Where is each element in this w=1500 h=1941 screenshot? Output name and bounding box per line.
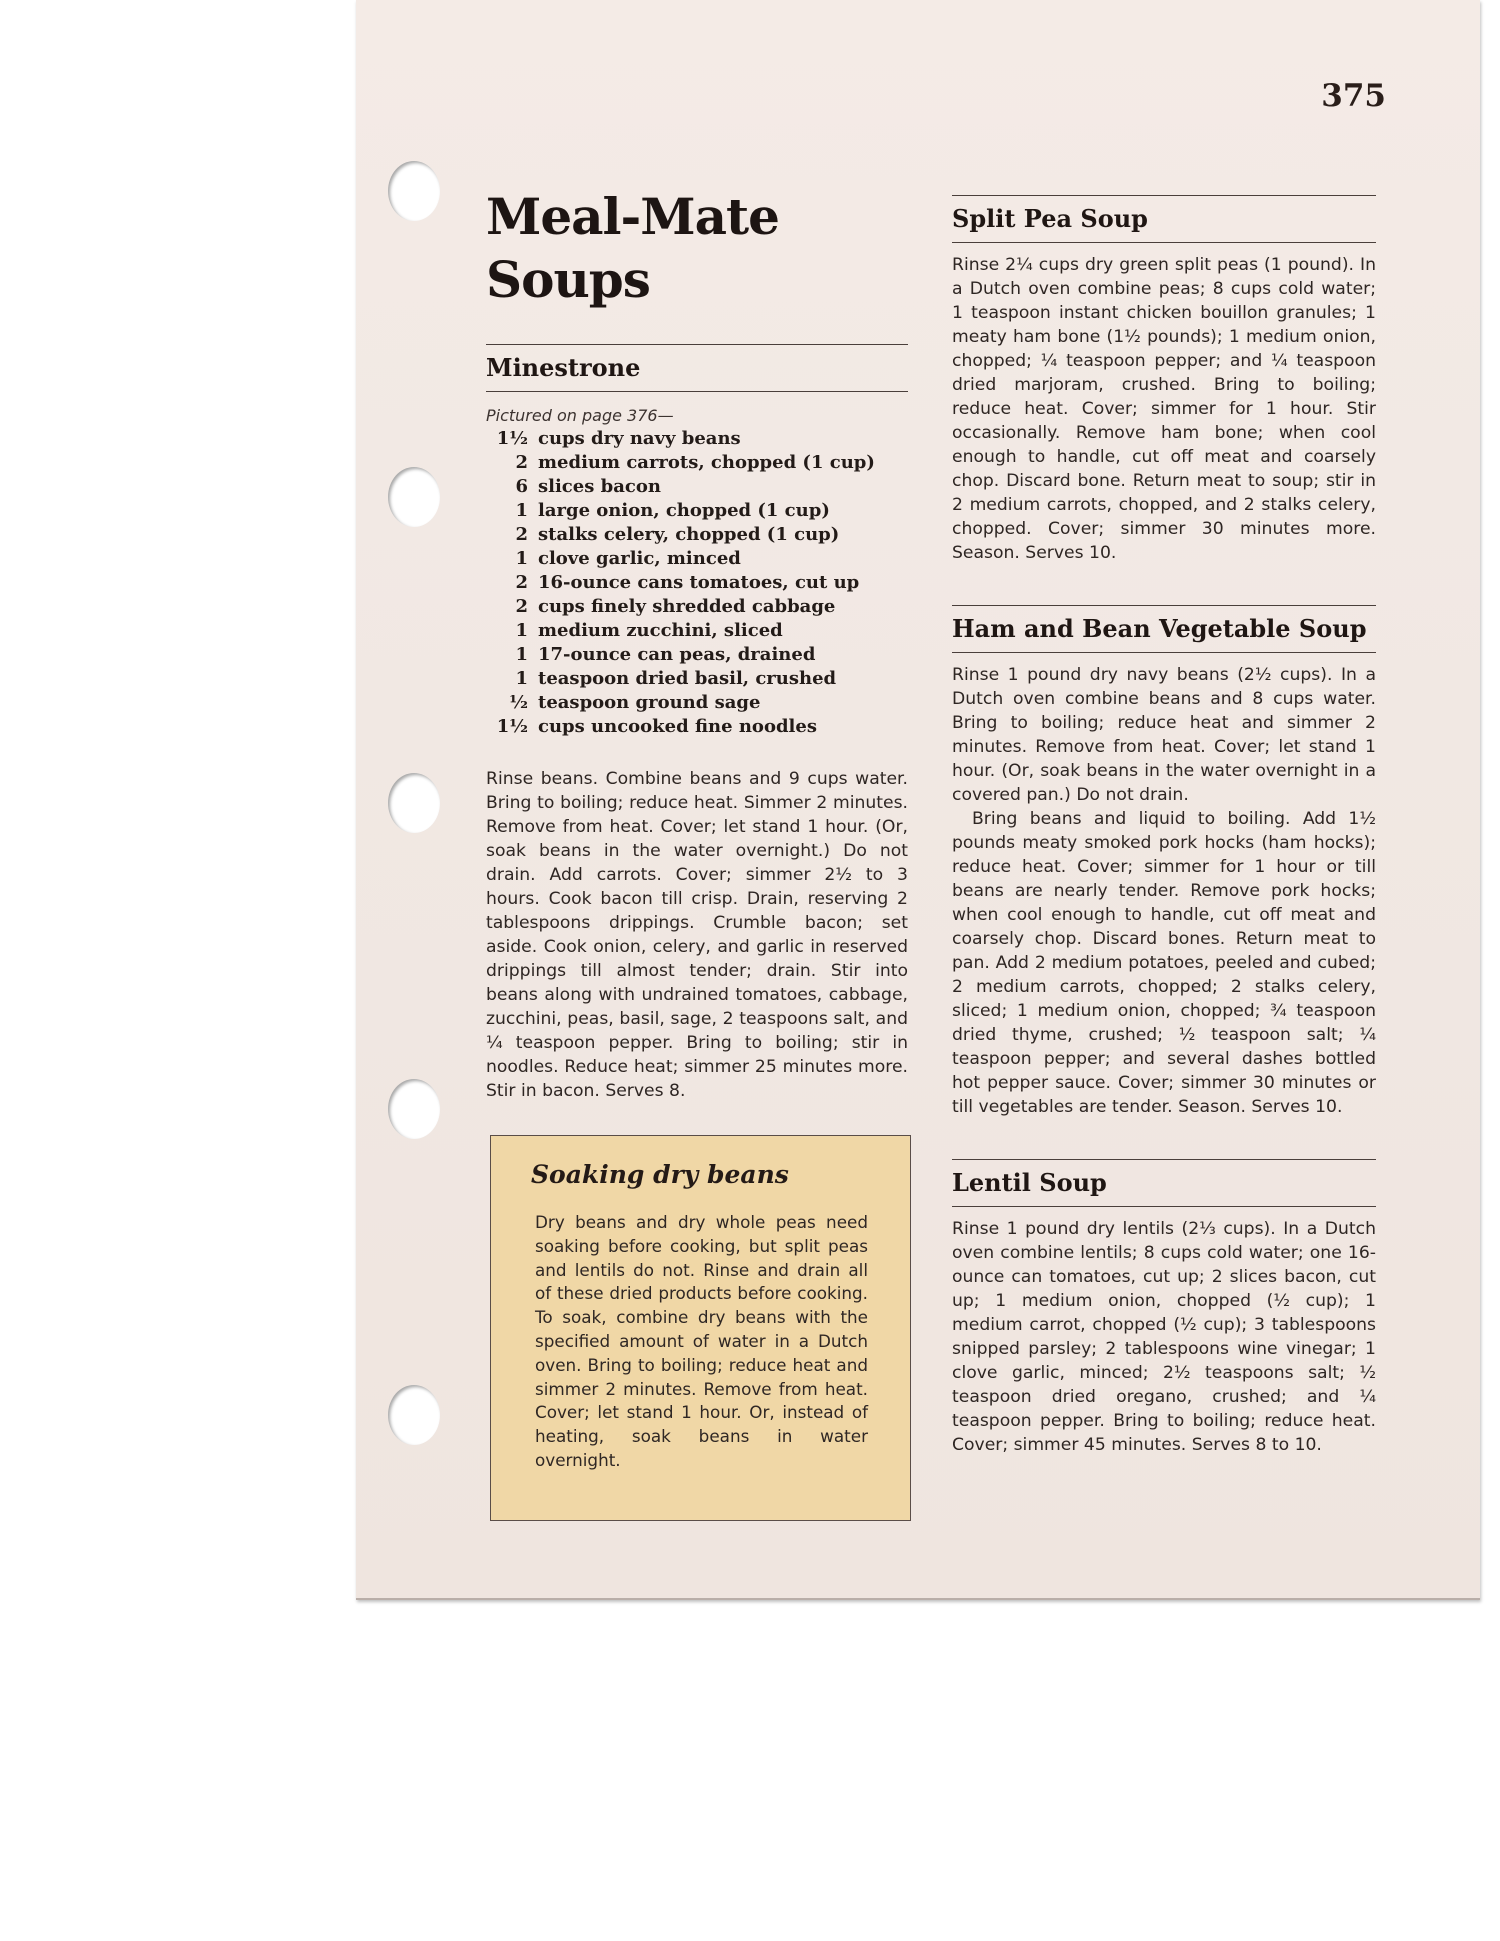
ingredient-item	[486, 571, 908, 595]
ingredient-text: cups dry navy beans	[538, 428, 741, 449]
ingredient-item	[486, 499, 908, 523]
tip-text: Dry beans and dry whole peas need soaking before cooking, but split peas and lentils do not. Rinse and drain all of these dried products before cooking. To soak, combine dry beans with the specified amount of water in a Dutch oven. Bring to boiling; reduce heat and simmer 2 minutes. Remove from heat. Cover; let stand 1 hour. Or, instead of heating, soak beans in water overnight.	[535, 1212, 868, 1470]
ingredient-qty: 1	[515, 668, 528, 689]
ingredient-text: medium zucchini, sliced	[538, 620, 783, 641]
binder-hole-5	[388, 1385, 440, 1445]
ingredient-text: cups uncooked fine noodles	[538, 716, 817, 737]
ingredient-text: 17-ounce can peas, drained	[538, 644, 816, 665]
ingredient-item	[486, 691, 908, 715]
ingredient-item	[486, 595, 908, 619]
tip-box	[490, 1135, 911, 1521]
ingredient-text: cups finely shredded cabbage	[538, 596, 836, 617]
ingredient-qty: 2	[515, 572, 528, 593]
ingredient-qty: 1	[515, 644, 528, 665]
ingredient-qty: 1½	[496, 428, 528, 449]
ingredient-text: teaspoon dried basil, crushed	[538, 668, 837, 689]
ham-bean-directions-2: Bring beans and liquid to boiling. Add 1½ pounds meaty smoked pork hocks (ham hocks); reduce heat. Cover; simmer for 1 hour or till beans are nearly tender. Remove pork hocks; when cool enough to handle, cut off meat and coarsely chop. Discard bones. Return meat to pan. Add 2 medium potatoes, peeled and cubed; 2 medium carrots, chopped; 2 stalks celery, sliced; 1 medium onion, chopped; ¾ teaspoon dried thyme, crushed; ½ teaspoon salt; ¼ teaspoon pepper; and several dashes bottled hot pepper sauce. Cover; simmer 30 minutes or till vegetables are tender. Season. Serves 10.	[952, 809, 1376, 1117]
ingredient-item	[486, 643, 908, 667]
split-pea-title: Split Pea Soup	[952, 204, 1148, 233]
minestrone-directions: Rinse beans. Combine beans and 9 cups water. Bring to boiling; reduce heat. Simmer 2 minutes. Remove from heat. Cover; let stand 1 hour. (Or, soak beans in the water overnight.) Do not drain. Add carrots. Cover; simmer 2½ to 3 hours. Cook bacon till crisp. Drain, reserving 2 tablespoons drippings. Crumble bacon; set aside. Cook onion, celery, and garlic in reserved drippings till almost tender; drain. Stir into beans along with undrained tomatoes, cabbage, zucchini, peas, basil, sage, 2 teaspoons salt, and ¼ teaspoon pepper. Bring to boiling; stir in noodles. Reduce heat; simmer 25 minutes more. Stir in bacon. Serves 8.	[486, 769, 908, 1101]
ingredient-qty: 1	[515, 500, 528, 521]
left-column	[486, 185, 908, 1103]
ingredient-item	[486, 619, 908, 643]
page-title-line-1: Meal-Mate	[486, 187, 779, 246]
ingredient-text: stalks celery, chopped (1 cup)	[538, 524, 840, 545]
ingredient-qty: 2	[515, 452, 528, 473]
ingredient-item	[486, 715, 908, 739]
pictured-note: Pictured on page 376—	[486, 406, 674, 425]
ingredient-qty: 1	[515, 620, 528, 641]
ingredient-qty: 2	[515, 596, 528, 617]
page-title-line-2: Soups	[486, 250, 650, 309]
ingredient-text: teaspoon ground sage	[538, 692, 761, 713]
ingredient-text: 16-ounce cans tomatoes, cut up	[538, 572, 860, 593]
ingredient-item	[486, 451, 908, 475]
lentil-title: Lentil Soup	[952, 1168, 1107, 1197]
tip-title: Soaking dry beans	[531, 1160, 789, 1189]
ham-bean-title: Ham and Bean Vegetable Soup	[952, 614, 1367, 643]
ingredient-qty: 1	[515, 548, 528, 569]
divider	[486, 391, 908, 392]
ingredient-qty: 6	[515, 476, 528, 497]
ingredient-item	[486, 523, 908, 547]
ingredient-qty: 2	[515, 524, 528, 545]
ingredient-item	[486, 475, 908, 499]
binder-hole-3	[388, 773, 440, 833]
ingredient-qty: 1½	[496, 716, 528, 737]
binder-hole-1	[388, 161, 440, 221]
ingredient-text: clove garlic, minced	[538, 548, 741, 569]
minestrone-title: Minestrone	[486, 353, 641, 382]
lentil-directions: Rinse 1 pound dry lentils (2⅓ cups). In a Dutch oven combine lentils; 8 cups cold water; one 16-ounce can tomatoes, cut up; 2 slices bacon, cut up; 1 medium onion, chopped (½ cup); 1 medium carrot, chopped (½ cup); 3 tablespoons snipped parsley; 2 tablespoons wine vinegar; 1 clove garlic, minced; 2½ teaspoons salt; ½ teaspoon dried oregano, crushed; and ¼ teaspoon pepper. Bring to boiling; reduce heat. Cover; simmer 45 minutes. Serves 8 to 10.	[952, 1219, 1376, 1455]
page-title	[486, 185, 908, 311]
ham-bean-directions-1: Rinse 1 pound dry navy beans (2½ cups). In a Dutch oven combine beans and 8 cups water. Bring to boiling; reduce heat and simmer 2 minutes. Remove from heat. Cover; let stand 1 hour. (Or, soak beans in the water overnight in a covered pan.) Do not drain.	[952, 665, 1376, 805]
ingredient-qty: ½	[509, 692, 528, 713]
binder-hole-2	[388, 467, 440, 527]
ingredient-item	[486, 547, 908, 571]
right-column	[952, 195, 1376, 1457]
page-number: 375	[1321, 78, 1386, 114]
binder-hole-4	[388, 1079, 440, 1139]
ingredient-text: medium carrots, chopped (1 cup)	[538, 452, 875, 473]
ingredient-item	[486, 667, 908, 691]
split-pea-directions: Rinse 2¼ cups dry green split peas (1 pound). In a Dutch oven combine peas; 8 cups cold water; 1 teaspoon instant chicken bouillon granules; 1 meaty ham bone (1½ pounds); 1 medium onion, chopped; ¼ teaspoon pepper; and ¼ teaspoon dried marjoram, crushed. Bring to boiling; reduce heat. Cover; simmer for 1 hour. Stir occasionally. Remove ham bone; when cool enough to handle, cut off meat and coarsely chop. Discard bone. Return meat to soup; stir in 2 medium carrots, chopped, and 2 stalks celery, chopped. Cover; simmer 30 minutes more. Season. Serves 10.	[952, 255, 1376, 563]
minestrone-ingredient-list	[486, 427, 908, 739]
ingredient-text: large onion, chopped (1 cup)	[538, 500, 830, 521]
ingredient-text: slices bacon	[538, 476, 661, 497]
ingredient-item	[486, 427, 908, 451]
